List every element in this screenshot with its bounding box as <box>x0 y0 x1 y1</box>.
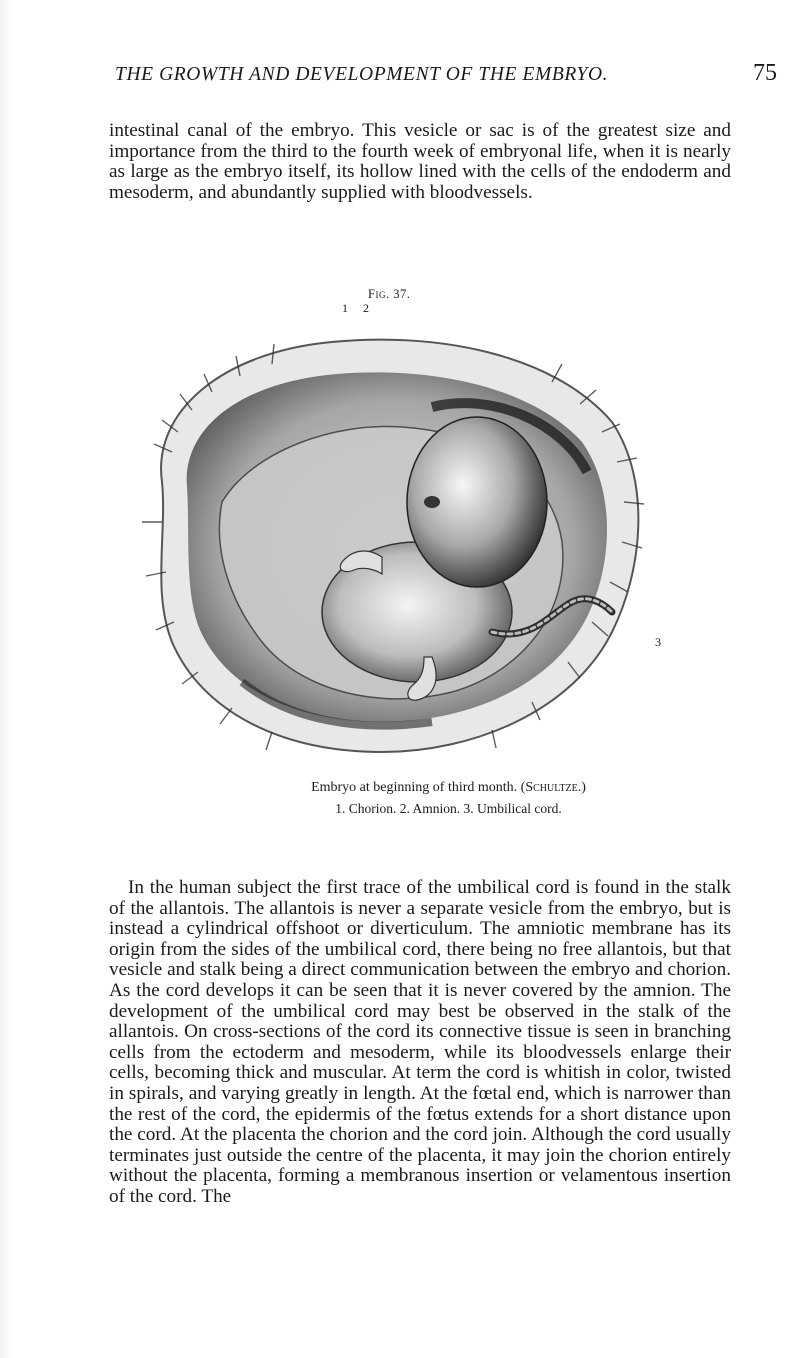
embryo-illustration <box>132 312 654 762</box>
figure-caption-credit: (Schultze.) <box>520 780 586 795</box>
figure-callout-2: 2 <box>363 301 369 315</box>
paragraph-umbilical-cord: In the human subject the first trace of the umbilical cord is found in the stalk of the allantois. The allantois is never a separate vesicle from the embryo, but is instead a cylindrical offshoot or diverticulum. The amniotic membrane has its origin from the sides of the umbilical cord, there being no free allantois, but that vesicle and stalk being a direct communication between the embryo and chorion. As the cord develops it can be seen that it is never covered by the amnion. The development of the umbilical cord may best be observed in the stalk of the allantois. On cross-sections of the cord its connective tissue is seen in branching cells from the ectoderm and mesoderm, while its bloodvessels enlarge their cells, becoming thick and muscular. At term the cord is whitish in color, twisted in spirals, and varying greatly in length. At the fœtal end, which is narrower than the rest of the cord, the epidermis of the fœtus extends for a short distance upon the cord. At the placenta the chorion and the cord join. Although the cord usually terminates just outside the centre of the placenta, it may join the chorion entirely without the placenta, forming a membranous insertion or velamentous insertion of the cord. The <box>109 877 731 1207</box>
embryo-eye <box>424 496 440 508</box>
paragraph-continuation: intestinal canal of the embryo. This vesicle or sac is of the greatest size and importance from the third to the fourth week of embryonal life, when it is nearly as large as the embryo itself, its hollow lined with the cells of the endoderm and mesoderm, and abundantly supplied with bloodvessels. <box>109 120 731 203</box>
figure-callout-3: 3 <box>655 635 661 649</box>
figure-caption-text: Embryo at beginning of third month. <box>311 780 518 795</box>
figure-callout-1: 1 <box>342 301 348 315</box>
running-head: THE GROWTH AND DEVELOPMENT OF THE EMBRYO. <box>115 64 609 85</box>
page-number: 75 <box>753 60 777 86</box>
figure-caption <box>48 780 801 796</box>
figure-label: Fig. 37. <box>368 287 411 301</box>
page-edge-shadow <box>0 0 14 1358</box>
figure-caption-key: 1. Chorion. 2. Amnion. 3. Umbilical cord. <box>335 801 562 816</box>
